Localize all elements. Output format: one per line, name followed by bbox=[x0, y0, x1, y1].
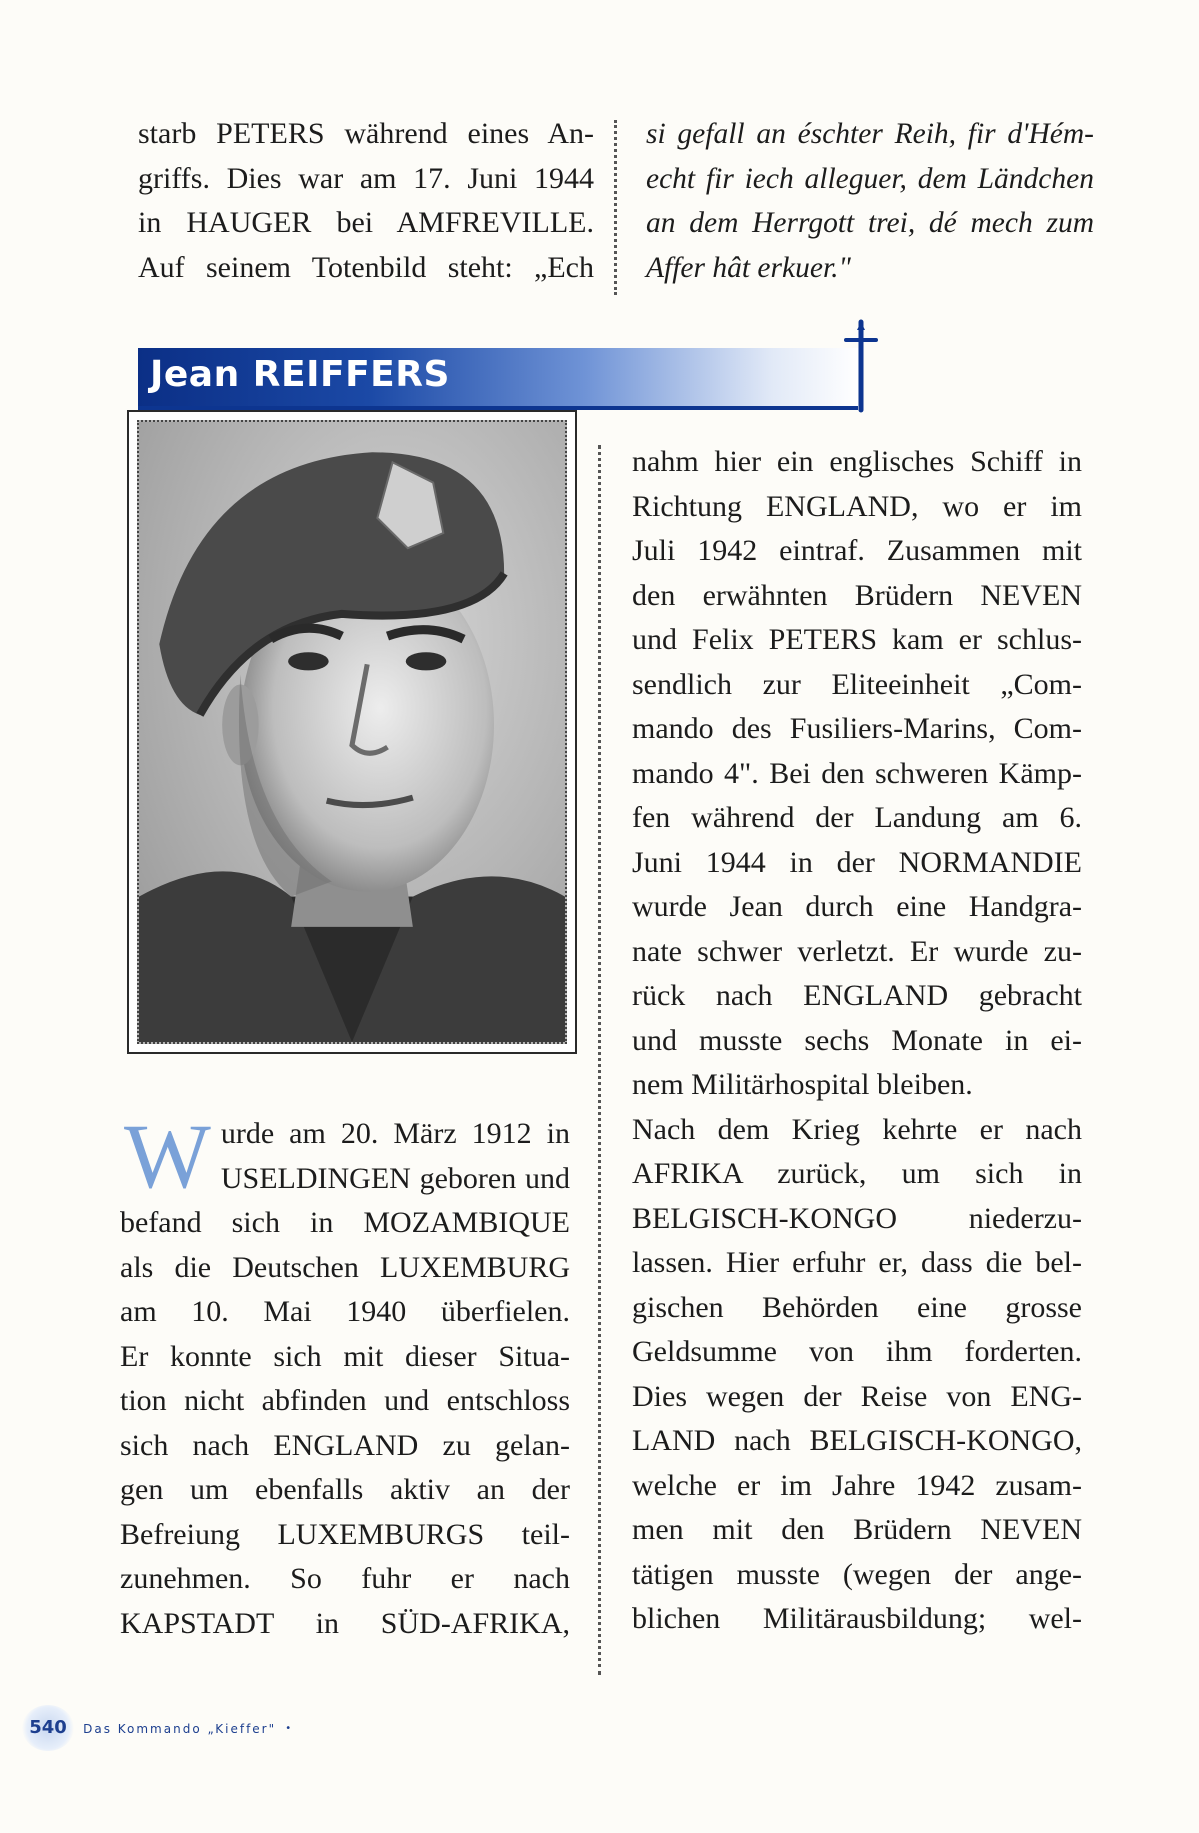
text-line: gischen Behörden eine grosse bbox=[632, 1290, 1082, 1324]
portrait-photo-frame bbox=[127, 410, 577, 1054]
text-line: mando des Fusiliers-Marins, Com- bbox=[632, 712, 1082, 745]
top-left-column bbox=[138, 112, 594, 290]
text-line: und Felix PETERS kam er schlus- bbox=[632, 623, 1082, 656]
text-line: nahm hier ein englisches Schiff in bbox=[632, 445, 1082, 478]
column-divider-bottom bbox=[598, 445, 601, 1675]
text-line: welche er im Jahre 1942 zusam- bbox=[632, 1468, 1082, 1502]
top-right-quote-column bbox=[646, 112, 1094, 290]
text-line: befand sich in MOZAMBIQUE bbox=[120, 1206, 570, 1239]
text-line: zunehmen. So fuhr er nach bbox=[120, 1562, 570, 1595]
text-line: tion nicht abfinden und entschloss bbox=[120, 1384, 570, 1417]
page-number: 540 bbox=[22, 1705, 74, 1751]
bio-left-column bbox=[120, 1201, 570, 1646]
paragraph bbox=[632, 440, 1082, 1108]
text-line: LAND nach BELGISCH-KONGO, bbox=[632, 1424, 1082, 1457]
text-line: Er konnte sich mit dieser Situa- bbox=[120, 1339, 570, 1373]
text-line: tätigen musste (wegen der ange- bbox=[632, 1557, 1082, 1591]
text-line: Juli 1942 eintraf. Zusammen mit bbox=[632, 534, 1082, 567]
text-line: Geldsumme von ihm forderten. bbox=[632, 1335, 1082, 1368]
text-line: lassen. Hier erfuhr er, dass die bel- bbox=[632, 1246, 1082, 1279]
text-line: am 10. Mai 1940 überfielen. bbox=[120, 1295, 570, 1328]
text-line: sendlich zur Eliteeinheit „Com- bbox=[632, 667, 1082, 701]
running-head: Das Kommando „Kieffer" bbox=[83, 1721, 277, 1736]
text-line: fen während der Landung am 6. bbox=[632, 801, 1082, 834]
text-line: KAPSTADT in SÜD-AFRIKA, bbox=[120, 1606, 570, 1640]
paragraph bbox=[632, 1108, 1082, 1642]
text-line: in HAUGER bei AMFREVILLE. bbox=[138, 206, 594, 239]
text-line: AFRIKA zurück, um sich in bbox=[632, 1157, 1082, 1190]
bio-intro bbox=[124, 1105, 570, 1207]
text-line: USELDINGEN geboren und bbox=[220, 1161, 570, 1195]
text-line: mando 4". Bei den schweren Kämp- bbox=[632, 756, 1082, 790]
text-line: urde am 20. März 1912 in bbox=[220, 1117, 570, 1150]
text-line: BELGISCH-KONGO niederzu- bbox=[632, 1201, 1082, 1235]
text-line: rück nach ENGLAND gebracht bbox=[632, 979, 1082, 1012]
portrait-photo bbox=[137, 420, 567, 1044]
quote-line: echt fir iech alleguer, dem Ländchen bbox=[646, 162, 1094, 195]
text-line: Nach dem Krieg kehrte er nach bbox=[632, 1112, 1082, 1146]
text-line: sich nach ENGLAND zu gelan- bbox=[120, 1428, 570, 1462]
quote-line: si gefall an éschter Reih, fir d'Hém- bbox=[646, 118, 1094, 150]
text-line: nem Militärhospital bleiben. bbox=[632, 1068, 973, 1101]
text-line: Auf seinem Totenbild steht: „Ech bbox=[138, 250, 594, 284]
quote-line: an dem Herrgott trei, dé mech zum bbox=[646, 207, 1094, 239]
text-line: Dies wegen der Reise von ENG- bbox=[632, 1379, 1082, 1413]
footer-bullet: • bbox=[285, 1723, 292, 1734]
name-banner bbox=[138, 348, 858, 410]
text-line: gen um ebenfalls aktiv an der bbox=[120, 1473, 570, 1506]
text-line: wurde Jean durch eine Handgra- bbox=[632, 890, 1082, 923]
bio-right-column bbox=[632, 440, 1082, 1642]
drop-cap: W bbox=[124, 1105, 211, 1207]
text-line: nate schwer verletzt. Er wurde zu- bbox=[632, 934, 1082, 968]
text-line: und musste sechs Monate in ei- bbox=[632, 1023, 1082, 1057]
person-name: Jean REIFFERS bbox=[150, 354, 450, 395]
text-line: griffs. Dies war am 17. Juni 1944 bbox=[138, 161, 594, 195]
column-divider-top bbox=[614, 120, 617, 295]
cross-icon bbox=[838, 318, 884, 414]
text-line: den erwähnten Brüdern NEVEN bbox=[632, 578, 1082, 612]
text-line: Befreiung LUXEMBURGS teil- bbox=[120, 1517, 570, 1551]
text-line: blichen Militärausbildung; wel- bbox=[632, 1602, 1082, 1635]
page-footer bbox=[22, 1705, 291, 1751]
quote-line: Affer hât erkuer." bbox=[646, 251, 851, 284]
text-line: als die Deutschen LUXEMBURG bbox=[120, 1250, 570, 1284]
text-line: starb PETERS während eines An- bbox=[138, 117, 594, 150]
text-line: men mit den Brüdern NEVEN bbox=[632, 1513, 1082, 1546]
text-line: Juni 1944 in der NORMANDIE bbox=[632, 845, 1082, 879]
text-line: Richtung ENGLAND, wo er im bbox=[632, 489, 1082, 523]
